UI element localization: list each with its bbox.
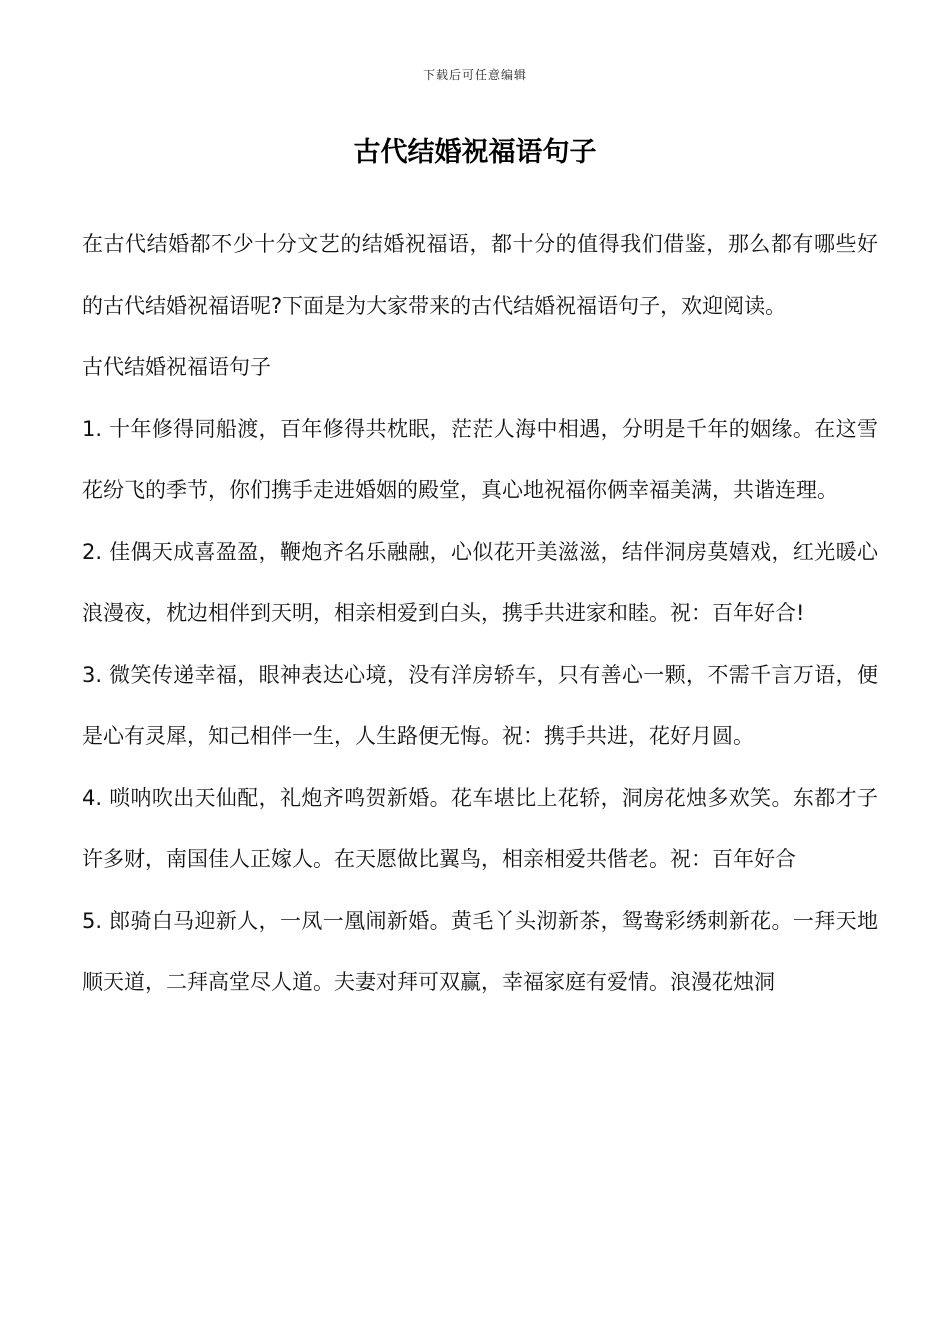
list-item: 3. 微笑传递幸福，眼神表达心境，没有洋房轿车，只有善心一颗，不需千言万语，便是心有灵犀，知己相伴一生，人生路便无悔。祝：携手共进，花好月圆。 [82, 662, 878, 748]
page-title: 古代结婚祝福语句子 [353, 137, 597, 168]
header-note: 下载后可任意编辑 [422, 68, 527, 82]
document-body [82, 214, 878, 1014]
list-item: 5. 郎骑白马迎新人，一凤一凰闹新婚。黄毛丫头沏新茶，鸳鸯彩绣刺新花。一拜天地顺天道，二拜高堂尽人道。夫妻对拜可双赢，幸福家庭有爱情。浪漫花烛洞 [82, 908, 878, 994]
list-item: 2. 佳偶天成喜盈盈，鞭炮齐名乐融融，心似花开美滋滋，结伴洞房莫嬉戏，红光暖心浪漫夜，枕边相伴到天明，相亲相爱到白头，携手共进家和睦。祝：百年好合! [82, 539, 878, 625]
intro-paragraph: 在古代结婚都不少十分文艺的结婚祝福语，都十分的值得我们借鉴，那么都有哪些好的古代结婚祝福语呢?下面是为大家带来的古代结婚祝福语句子，欢迎阅读。 [82, 232, 878, 318]
section-heading: 古代结婚祝福语句子 [82, 355, 271, 379]
list-item: 1. 十年修得同船渡，百年修得共枕眠，茫茫人海中相遇，分明是千年的姻缘。在这雪花纷飞的季节，你们携手走进婚姻的殿堂，真心地祝福你俩幸福美满，共谐连理。 [82, 416, 878, 502]
list-item: 4. 唢呐吹出天仙配，礼炮齐鸣贺新婚。花车堪比上花轿，洞房花烛多欢笑。东都才子许多财，南国佳人正嫁人。在天愿做比翼鸟，相亲相爱共偕老。祝：百年好合 [82, 785, 878, 871]
